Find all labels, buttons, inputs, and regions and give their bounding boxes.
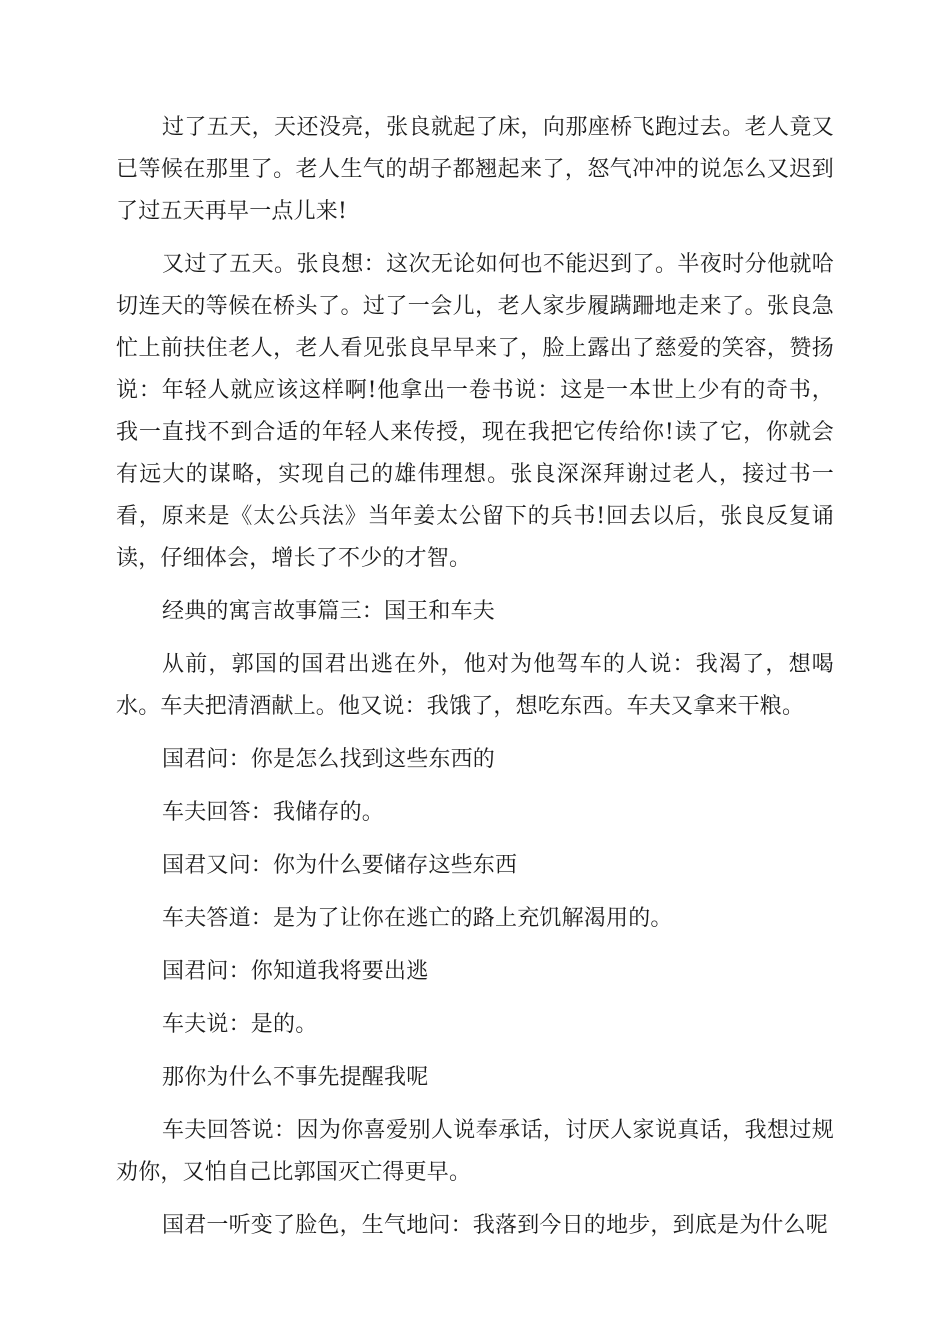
paragraph-5: 车夫回答：我储存的。 (162, 800, 385, 825)
paragraph-6: 国君又问：你为什么要储存这些东西 (162, 853, 518, 878)
paragraph-1: 过了五天，天还没亮，张良就起了床，向那座桥飞跑过去。老人竟又已等候在那里了。老人生气的胡子都翘起来了，怒气冲冲的说怎么又迟到了过五天再早一点儿来! (116, 115, 834, 224)
paragraph-8: 国君问：你知道我将要出逃 (162, 959, 429, 984)
paragraph-9: 车夫说：是的。 (162, 1012, 318, 1037)
paragraph-2: 又过了五天。张良想：这次无论如何也不能迟到了。半夜时分他就哈切连天的等候在桥头了。过了一会儿，老人家步履蹒跚地走来了。张良急忙上前扶住老人，老人看见张良早早来了，脸上露出了慈爱的笑容，赞扬说：年轻人就应该这样啊!他拿出一卷书说：这是一本世上少有的奇书，我一直找不到合适的年轻人来传授，现在我把它传给你!读了它，你就会有远大的谋略，实现自己的雄伟理想。张良深深拜谢过老人，接过书一看，原来是《太公兵法》当年姜太公留下的兵书!回去以后，张良反复诵读，仔细体会，增长了不少的才智。 (116, 252, 834, 571)
paragraph-10: 那你为什么不事先提醒我呢 (162, 1065, 429, 1090)
paragraph-11: 车夫回答说：因为你喜爱别人说奉承话，讨厌人家说真话，我想过规劝你，又怕自己比郭国灭亡得更早。 (116, 1118, 834, 1185)
section-heading: 经典的寓言故事篇三：国王和车夫 (162, 599, 496, 624)
paragraph-7: 车夫答道：是为了让你在逃亡的路上充饥解渴用的。 (162, 906, 673, 931)
paragraph-3: 从前，郭国的国君出逃在外，他对为他驾车的人说：我渴了，想喝水。车夫把清酒献上。他又说：我饿了，想吃东西。车夫又拿来干粮。 (116, 652, 834, 719)
paragraph-4: 国君问：你是怎么找到这些东西的 (162, 747, 496, 772)
document-body (116, 107, 834, 1258)
paragraph-12: 国君一听变了脸色，生气地问：我落到今日的地步，到底是为什么呢 (162, 1213, 829, 1238)
